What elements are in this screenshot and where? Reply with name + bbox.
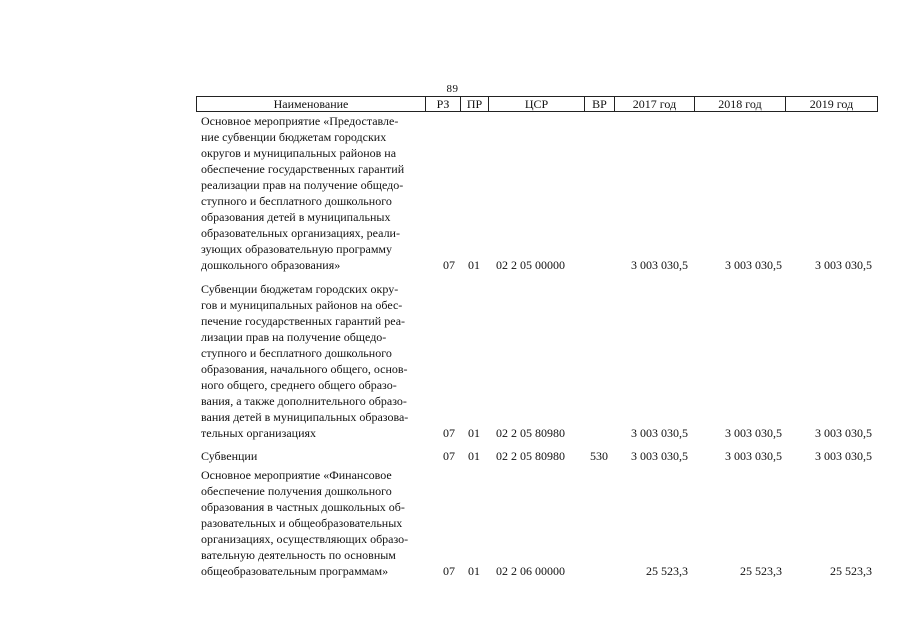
table-row [196,467,878,579]
row-csr: 02 2 05 80980 [496,426,565,440]
row-2019: 3 003 030,5 [815,258,872,272]
header-2017: 2017 год [615,97,695,111]
row-name: Субвенции [201,449,258,463]
row-2017: 3 003 030,5 [631,258,688,272]
row-name: Основное мероприятие «Предоставле- ние субвенции бюджетам городских округов и муниципальных районов на обеспечение государственных гарантий реализации прав на получение общедо- ступного и бесплатного дошкольного образования детей в муниципальных образовательных организациях, реали- зующих образовательную программу дошкольного образования» [201,114,405,272]
row-pr: 01 [468,426,480,440]
row-csr: 02 2 06 00000 [496,564,565,578]
page-number: 89 [446,83,459,95]
row-vr: 530 [590,449,608,463]
header-vr: ВР [585,97,615,111]
table-row [196,448,878,464]
row-2017: 25 523,3 [646,564,688,578]
row-2018: 3 003 030,5 [725,258,782,272]
row-rz: 07 [443,258,455,272]
row-2019: 3 003 030,5 [815,426,872,440]
row-rz: 07 [443,426,455,440]
row-name: Основное мероприятие «Финансовое обеспечение получения дошкольного образования в частных дошкольных об- разовательных и общеобразовательных организациях, осуществляющих образо- вательную деятельность по основным общеобразовательным программам» [201,468,409,578]
header-csr: ЦСР [489,97,585,111]
row-csr: 02 2 05 80980 [496,449,565,463]
row-rz: 07 [443,449,455,463]
row-2019: 25 523,3 [830,564,872,578]
table-header [196,96,878,112]
row-2018: 25 523,3 [740,564,782,578]
row-2018: 3 003 030,5 [725,449,782,463]
header-name: Наименование [197,97,426,111]
row-pr: 01 [468,449,480,463]
row-2017: 3 003 030,5 [631,449,688,463]
header-pr: ПР [461,97,489,111]
row-rz: 07 [443,564,455,578]
row-2019: 3 003 030,5 [815,449,872,463]
header-rz: РЗ [426,97,461,111]
row-pr: 01 [468,564,480,578]
row-2018: 3 003 030,5 [725,426,782,440]
row-2017: 3 003 030,5 [631,426,688,440]
row-name: Субвенции бюджетам городских окру- гов и муниципальных районов на обес- печение государственных гарантий реа- лизации прав на получение общедо- ступного и бесплатного дошкольного образования, начального общего, основ- ного общего, среднего общего образо- вания, а также дополнительного образо- вания детей в муниципальных образова- тельных организациях [201,282,409,440]
header-2019: 2019 год [809,97,854,111]
row-pr: 01 [468,258,480,272]
row-csr: 02 2 05 00000 [496,258,565,272]
header-2018: 2018 год [695,97,786,111]
table-row [196,113,878,273]
table-row [196,281,878,441]
